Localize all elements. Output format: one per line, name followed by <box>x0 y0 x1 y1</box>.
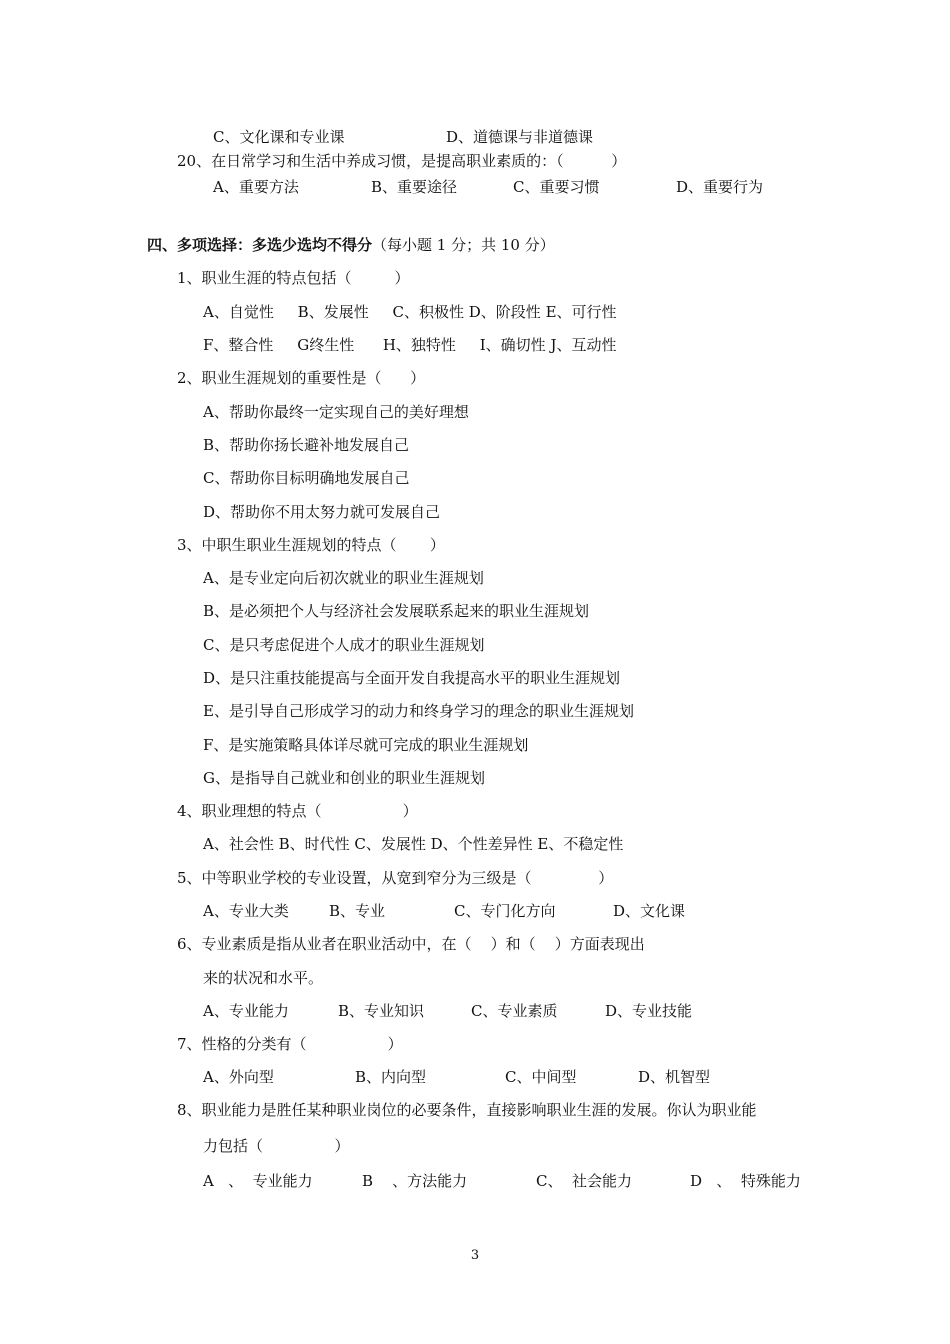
question-5-stem: 5、中等职业学校的专业设置，从宽到窄分为三级是（ ） <box>177 869 614 887</box>
option-d: D、专业技能 <box>605 1002 693 1020</box>
question-2-stem: 2、职业生涯规划的重要性是（ ） <box>177 369 426 387</box>
option-d: D、道德课与非道德课 <box>446 128 594 146</box>
question-4-options: A、社会性 B、时代性 C、发展性 D、个性差异性 E、不稳定性 <box>203 835 624 853</box>
option-d: D、帮助你不用太努力就可发展自己 <box>203 503 441 521</box>
option-a: A、外向型 <box>203 1068 274 1086</box>
option-c: C、专业素质 <box>471 1002 558 1020</box>
option-c: C、中间型 <box>505 1068 577 1086</box>
question-4-stem: 4、职业理想的特点（ ） <box>177 802 418 820</box>
option-b: B、重要途径 <box>371 178 458 196</box>
option-a: A、重要方法 <box>213 178 299 196</box>
option-b: B、专业 <box>329 902 386 920</box>
question-1-stem: 1、职业生涯的特点包括（ ） <box>177 269 410 287</box>
option-b: B、是必须把个人与经济社会发展联系起来的职业生涯规划 <box>203 602 590 620</box>
option-d: D、文化课 <box>613 902 686 920</box>
option-d: D、是只注重技能提高与全面开发自我提高水平的职业生涯规划 <box>203 669 621 687</box>
option-c: C、文化课和专业课 <box>213 128 345 146</box>
option-d: D、重要行为 <box>676 178 764 196</box>
option-c: C、重要习惯 <box>513 178 600 196</box>
question-1-options-line-2: F、整合性 G终生性 H、独特性 I、确切性 J、互动性 <box>203 336 617 354</box>
option-d: D 、 特殊能力 <box>690 1172 801 1190</box>
section-note: （每小题 1 分；共 10 分） <box>372 236 555 254</box>
option-b: B、专业知识 <box>338 1002 425 1020</box>
option-c: C、是只考虑促进个人成才的职业生涯规划 <box>203 636 485 654</box>
option-c: C、专门化方向 <box>454 902 556 920</box>
question-1-options-line-1: A、自觉性 B、发展性 C、积极性 D、阶段性 E、可行性 <box>203 303 617 321</box>
option-b: B、内向型 <box>355 1068 427 1086</box>
question-8-stem: 8、职业能力是胜任某种职业岗位的必要条件，直接影响职业生涯的发展。你认为职业能 <box>177 1101 757 1119</box>
question-6-stem: 6、专业素质是指从业者在职业活动中，在（ ）和（ ）方面表现出 <box>177 935 645 953</box>
option-c: C、帮助你目标明确地发展自己 <box>203 469 410 487</box>
option-g: G、是指导自己就业和创业的职业生涯规划 <box>203 769 485 787</box>
question-8-stem-continued: 力包括（ ） <box>203 1137 350 1155</box>
option-f: F、是实施策略具体详尽就可完成的职业生涯规划 <box>203 736 529 754</box>
option-a: A、专业能力 <box>203 1002 289 1020</box>
option-d: D、机智型 <box>638 1068 711 1086</box>
section-heading <box>147 235 555 255</box>
question-20-stem: 20、在日常学习和生活中养成习惯，是提高职业素质的：（ ） <box>177 152 627 170</box>
option-a: A、帮助你最终一定实现自己的美好理想 <box>203 403 469 421</box>
option-b: B、帮助你扬长避补地发展自己 <box>203 436 410 454</box>
option-b: B 、方法能力 <box>362 1172 468 1190</box>
question-3-stem: 3、中职生职业生涯规划的特点（ ） <box>177 536 445 554</box>
page-number: 3 <box>470 1248 480 1263</box>
section-title: 四、多项选择：多选少选均不得分 <box>147 236 373 254</box>
option-e: E、是引导自己形成学习的动力和终身学习的理念的职业生涯规划 <box>203 702 634 720</box>
question-7-stem: 7、性格的分类有（ ） <box>177 1035 403 1053</box>
question-6-stem-continued: 来的状况和水平。 <box>203 969 324 987</box>
option-a: A、专业大类 <box>203 902 289 920</box>
option-c: C、 社会能力 <box>536 1172 633 1190</box>
option-a: A 、 专业能力 <box>203 1172 313 1190</box>
option-a: A、是专业定向后初次就业的职业生涯规划 <box>203 569 484 587</box>
